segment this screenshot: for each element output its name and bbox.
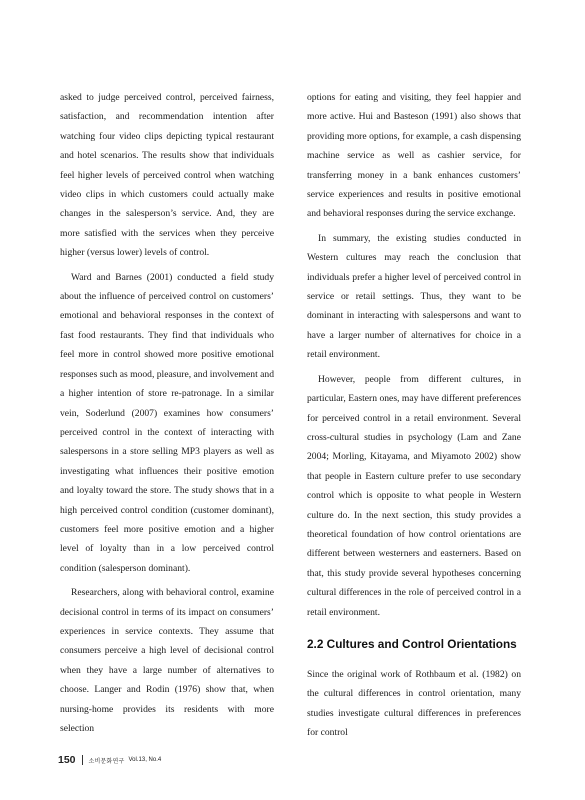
paragraph: options for eating and visiting, they feel happier and more active. Hui and Basteson (1991) also shows that providing more options, for example, a cash dispensing machine service as well as cashier service, for transferring money in a bank enhances customers’ service experiences and results in positive emotional and behavioral responses during the service exchange. [307, 92, 521, 220]
left-column [60, 88, 274, 738]
journal-name: 소비문화연구 [88, 758, 125, 765]
page-footer [58, 754, 161, 766]
page-number: 150 [58, 754, 76, 766]
paragraph: asked to judge perceived control, perceived fairness, satisfaction, and recommendation intention after watching four video clips depicting typical restaurant and hotel scenarios. The results show that individuals feel higher levels of perceived control when watching video clips in which customers could actually make changes in the salesperson’s service. And, they are more satisfied with the services when they perceive higher (versus lower) levels of control. [60, 92, 274, 259]
paragraph: In summary, the existing studies conducted in Western cultures may reach the conclusion that individuals prefer a higher level of perceived control in service or retail settings. Thus, they want to be dominant in interacting with salespersons and want to have a larger number of alternatives for choice in a retail environment. [307, 232, 521, 361]
paragraph: Researchers, along with behavioral control, examine decisional control in terms of its impact on consumers’ experiences in service contexts. They assume that consumers perceive a high level of decisional control when they have a large number of alternatives to choose. Langer and Rodin (1976) show that, when nursing-home provides its residents with more selection [60, 587, 274, 734]
paragraph: Since the original work of Rothbaum et al. (1982) on the cultural differences in control orientation, many studies investigate cultural differences in preferences for control [307, 668, 521, 739]
footer-divider [82, 755, 83, 765]
section-heading: 2.2 Cultures and Control Orientations [307, 636, 517, 651]
volume-issue: Vol.13, No.4 [128, 757, 162, 763]
paragraph: However, people from different cultures, in particular, Eastern ones, may have different preferences for perceived control in a retail environment. Several cross-cultural studies in psychology (Lam and Zane 2004; Morling, Kitayama, and Miyamoto 2002) show that people in Eastern culture prefer to use secondary control which is opposite to what people in Western culture do. In the next section, this study provides a theoretical foundation of how control orientations are different between westerners and easterners. Based on that, this study provide several hypotheses concerning cultural differences in the role of perceived control in a retail environment. [307, 373, 521, 618]
paragraph: Ward and Barnes (2001) conducted a field study about the influence of perceived control on customers’ emotional and behavioral responses in the context of fast food restaurants. They find that individuals who feel more in control showed more positive emotional responses such as mood, pleasure, and involvement and a higher intention of store re-patronage. In a similar vein, Soderlund (2007) examines how consumers’ perceived control in the context of interacting with salespersons in a store selling MP3 players as well as investigating what influences their positive emotion and loyalty toward the store. The study shows that in a high perceived control condition (customer dominant), customers feel more positive emotion and a higher level of loyalty than in a low perceived control condition (salesperson dominant). [60, 271, 274, 574]
right-column [307, 88, 521, 743]
